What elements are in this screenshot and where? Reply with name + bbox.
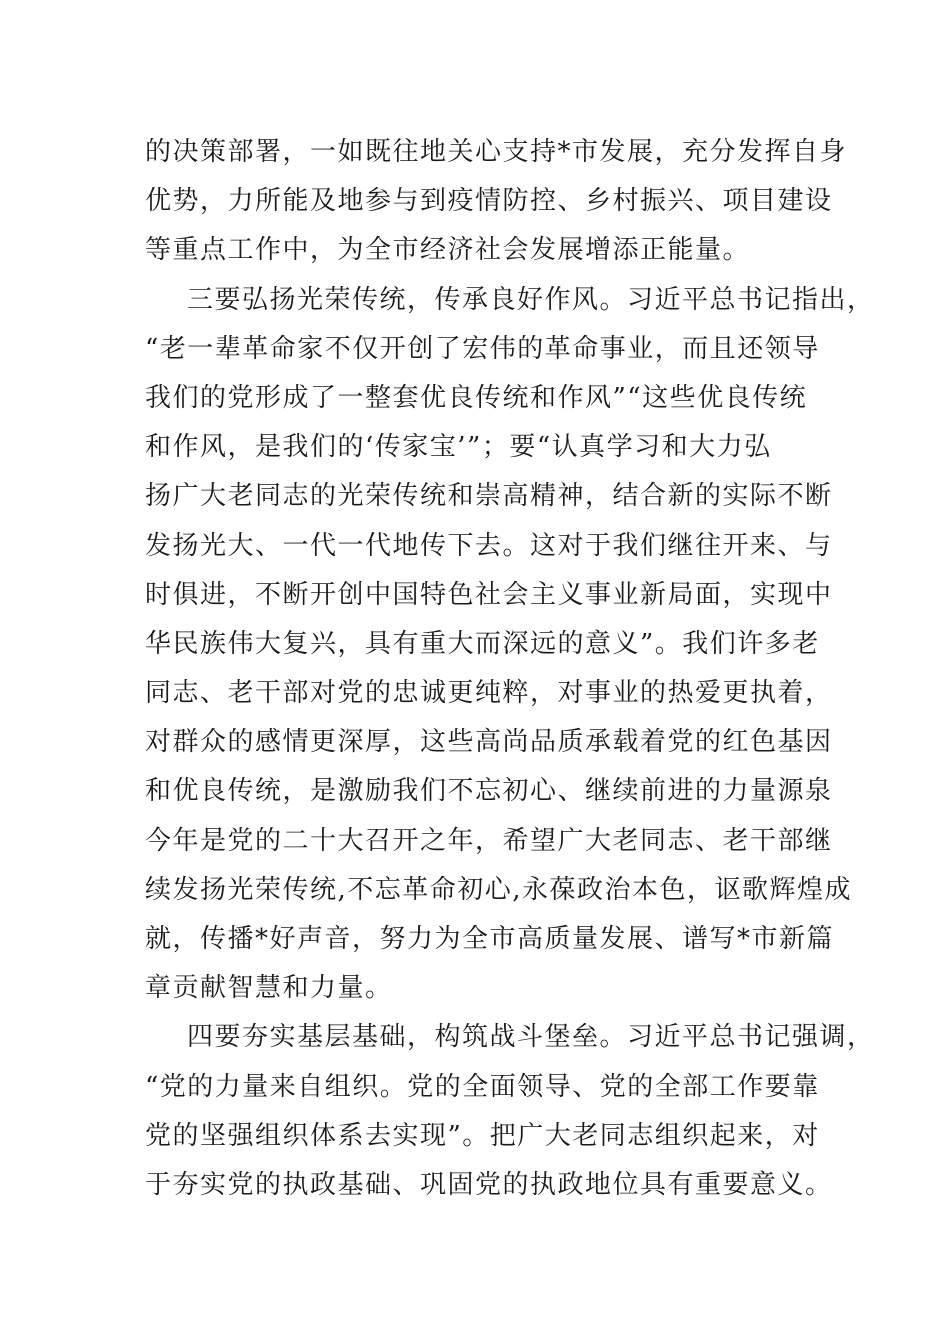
text-line: 对群众的感情更深厚，这些高尚品质承载着党的红色基因 — [145, 727, 833, 758]
text-line: 等重点工作中，为全市经济社会发展增添正能量。 — [145, 235, 751, 266]
text-line: “老一辈革命家不仅开创了宏伟的革命事业，而且还领导 — [145, 333, 820, 364]
text-line: 华民族伟大复兴，具有重大而深远的意义”。我们许多老 — [145, 628, 820, 659]
text-line: 党的坚强组织体系去实现”。把广大老同志组织起来，对 — [145, 1120, 820, 1151]
text-line: 和优良传统，是激励我们不忘初心、继续前进的力量源泉 — [145, 776, 833, 807]
text-line: 同志、老干部对党的忠诚更纯粹，对事业的热爱更执着， — [145, 678, 833, 709]
text-line: 和作风，是我们的‘传家宝’”；要“认真学习和大力弘 — [145, 432, 772, 463]
body-text — [145, 128, 875, 1210]
text-line: 扬广大老同志的光荣传统和崇高精神，结合新的实际不断 — [145, 481, 833, 512]
text-line: 时俱进，不断开创中国特色社会主义事业新局面，实现中 — [145, 579, 833, 610]
text-line: 就，传播*好声音，努力为全市高质量发展、谱写*市新篇 — [145, 924, 835, 954]
text-line: “党的力量来自组织。党的全面领导、党的全部工作要靠 — [145, 1071, 820, 1102]
text-line: 我们的党形成了一整套优良传统和作风”“这些优良传统 — [145, 382, 808, 413]
text-line: 续发扬光荣传统,不忘革命初心,永葆政治本色，讴歌辉煌成 — [145, 874, 853, 905]
text-line: 的决策部署，一如既往地关心支持*市发展，充分发挥自身 — [145, 137, 848, 167]
text-line: 发扬光大、一代一代地传下去。这对于我们继往开来、与 — [145, 530, 833, 561]
text-line: 章贡献智慧和力量。 — [145, 973, 393, 1004]
text-line: 优势，力所能及地参与到疫情防控、乡村振兴、项目建设 — [145, 186, 833, 217]
paragraph-start-line: 四要夯实基层基础，构筑战斗堡垒。习近平总书记强调， — [187, 1022, 875, 1053]
paragraph-start-line: 三要弘扬光荣传统，传承良好作风。习近平总书记指出， — [187, 284, 875, 315]
text-line: 于夯实党的执政基础、巩固党的执政地位具有重要意义。 — [145, 1169, 833, 1200]
text-line: 今年是党的二十大召开之年，希望广大老同志、老干部继 — [145, 825, 833, 856]
